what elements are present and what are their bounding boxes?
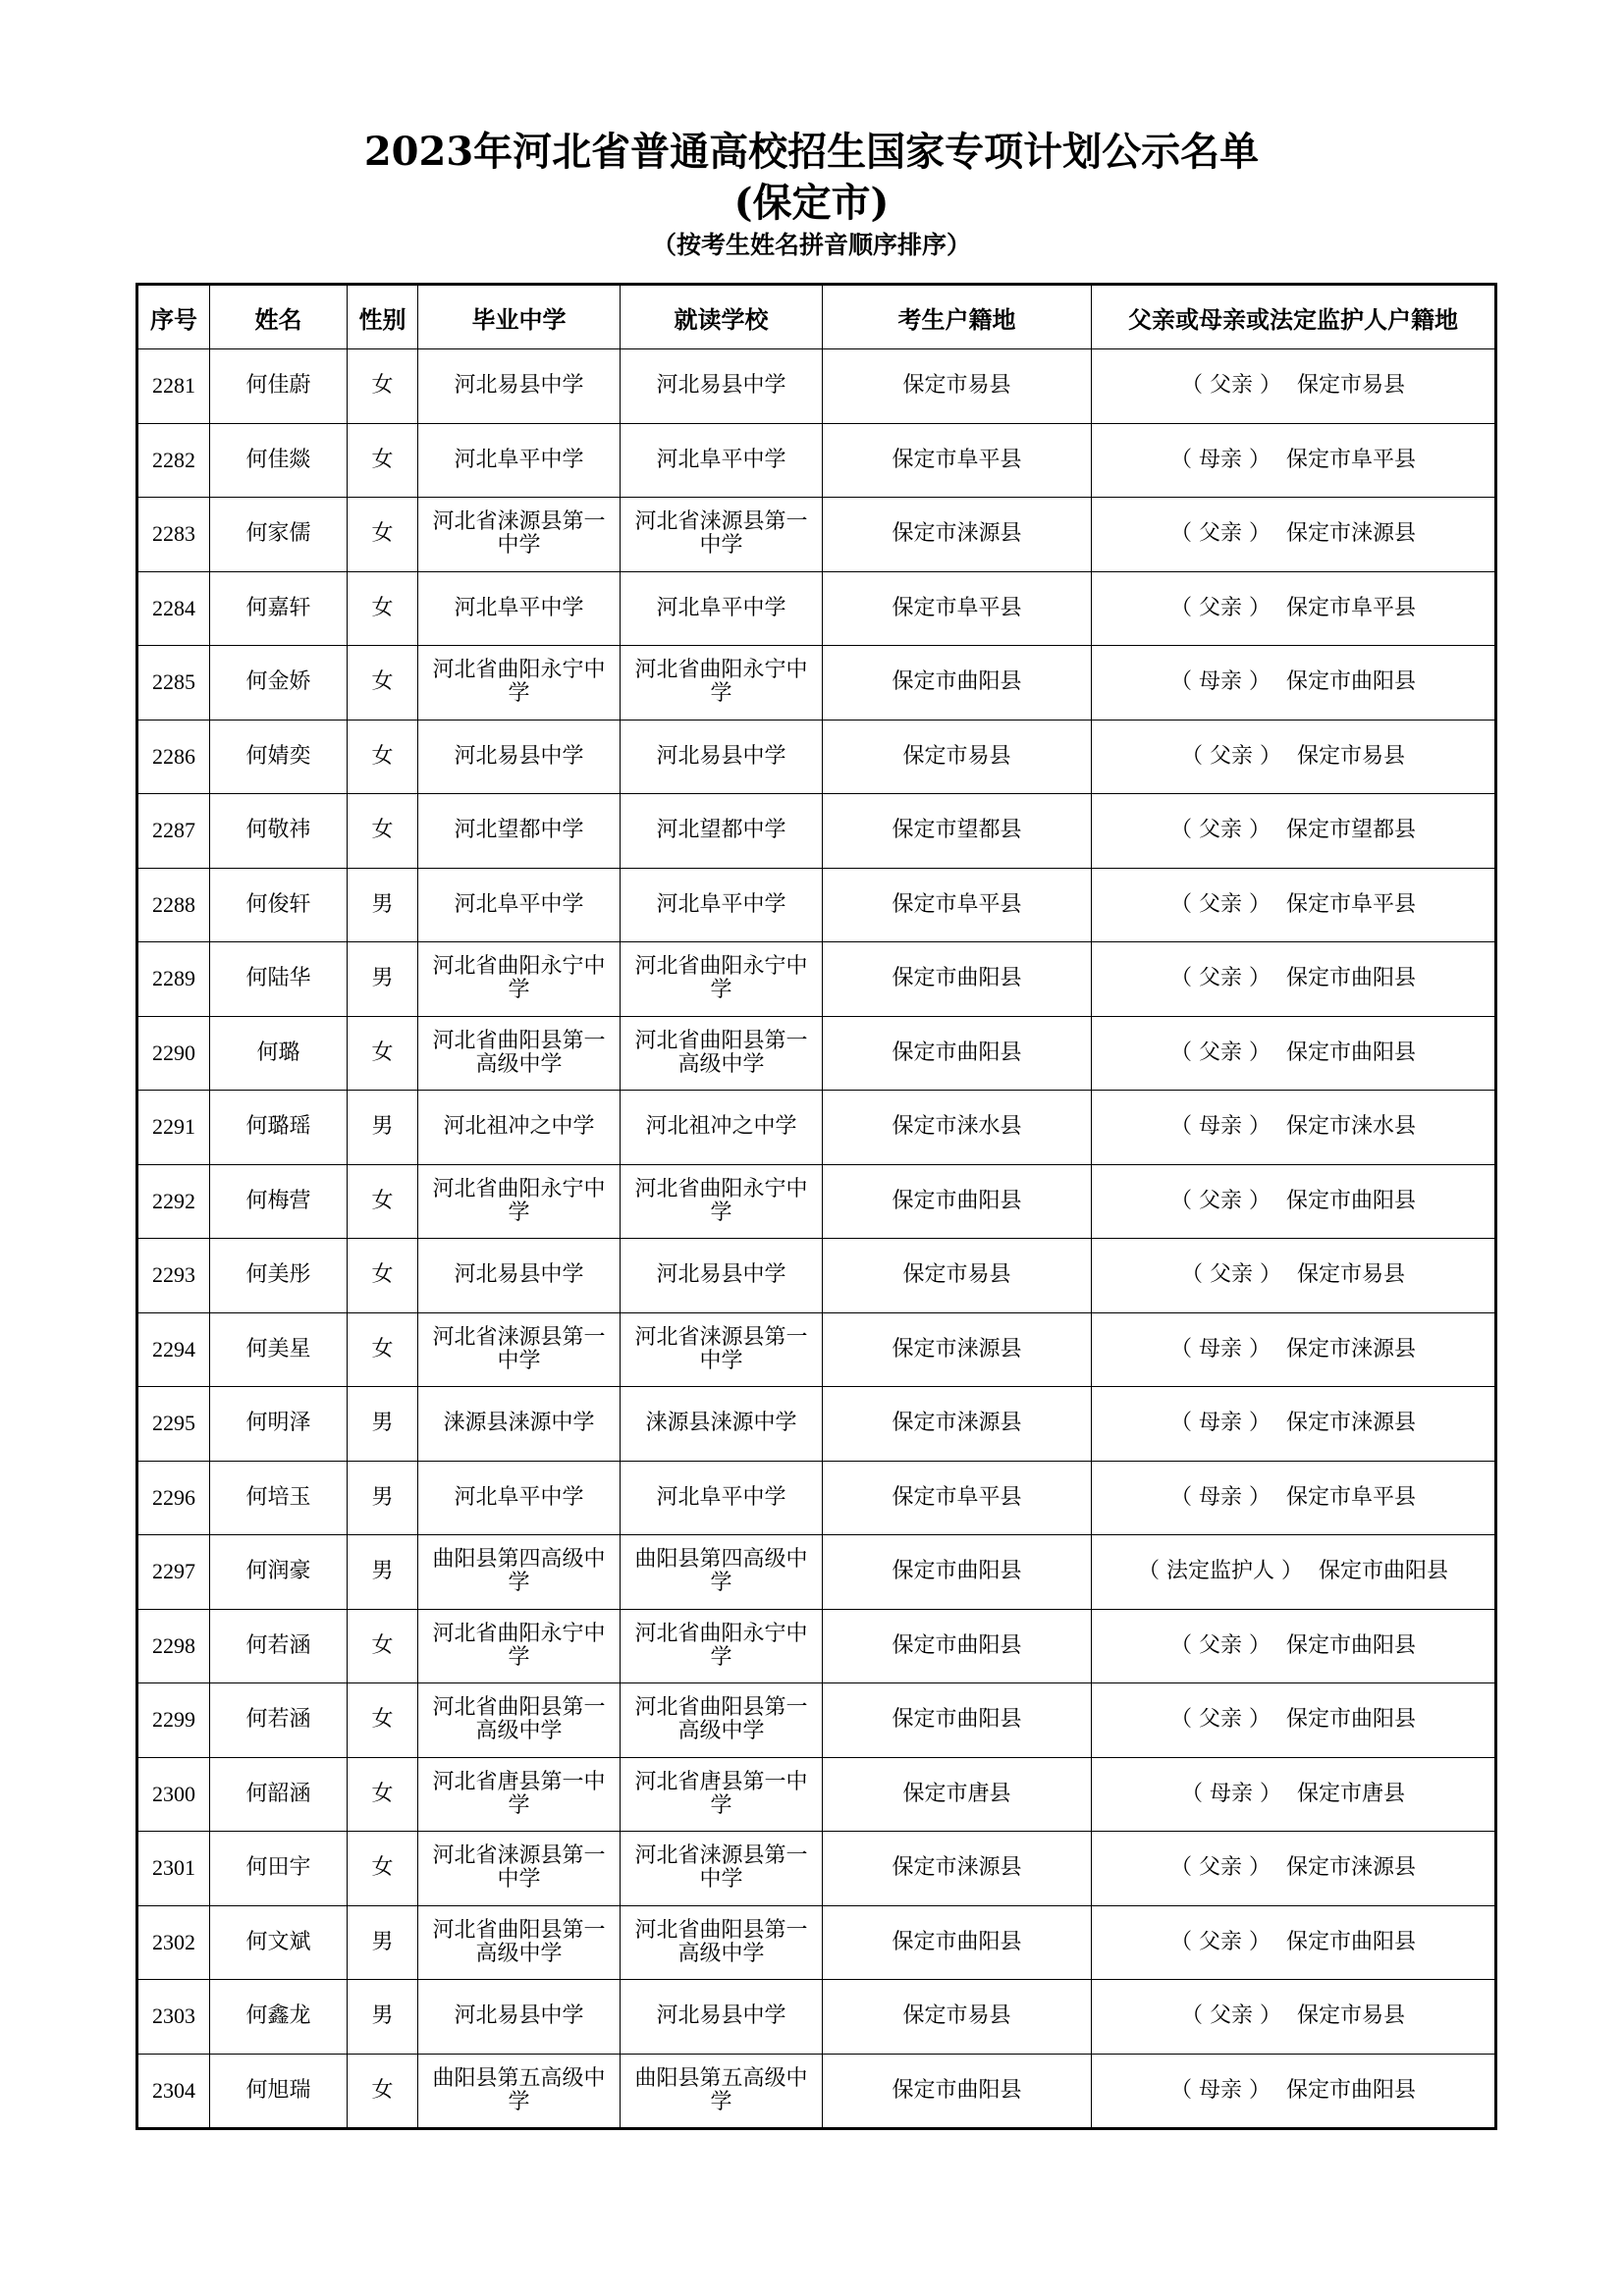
cell-seq: 2298 bbox=[137, 1609, 210, 1683]
table-body bbox=[137, 349, 1496, 2129]
cell-study-school: 河北省曲阳县第一高级中学 bbox=[621, 1683, 823, 1758]
guardian-relation: （ 母亲 ） bbox=[1169, 447, 1271, 472]
guardian-relation: （ 母亲 ） bbox=[1169, 669, 1271, 695]
cell-seq: 2281 bbox=[137, 349, 210, 424]
table-header-row bbox=[137, 285, 1496, 349]
cell-seq: 2286 bbox=[137, 720, 210, 794]
cell-study-school: 河北祖冲之中学 bbox=[621, 1091, 823, 1165]
cell-seq: 2287 bbox=[137, 794, 210, 869]
guardian-place: 保定市曲阳县 bbox=[1285, 1040, 1416, 1065]
cell-registry: 保定市易县 bbox=[823, 349, 1092, 424]
cell-seq: 2288 bbox=[137, 868, 210, 942]
cell-gender: 男 bbox=[348, 1461, 418, 1535]
cell-name: 何润豪 bbox=[210, 1535, 348, 1610]
guardian-relation: （ 母亲 ） bbox=[1169, 2077, 1271, 2103]
cell-name: 何田宇 bbox=[210, 1832, 348, 1906]
cell-seq: 2285 bbox=[137, 646, 210, 721]
guardian-relation: （ 父亲 ） bbox=[1169, 966, 1271, 991]
document-title: 2023年河北省普通高校招生国家专项计划公示名单 bbox=[363, 129, 1260, 175]
cell-name: 何佳蔚 bbox=[210, 349, 348, 424]
cell-study-school: 河北省曲阳县第一高级中学 bbox=[621, 1016, 823, 1091]
cell-registry: 保定市曲阳县 bbox=[823, 1535, 1092, 1610]
cell-guardian-registry bbox=[1092, 1387, 1496, 1462]
column-header-registry: 考生户籍地 bbox=[823, 285, 1092, 349]
cell-guardian-registry bbox=[1092, 1757, 1496, 1832]
cell-study-school: 涞源县涞源中学 bbox=[621, 1387, 823, 1462]
cell-registry: 保定市涞水县 bbox=[823, 1091, 1092, 1165]
cell-name: 何金娇 bbox=[210, 646, 348, 721]
guardian-relation: （ 父亲 ） bbox=[1169, 1929, 1271, 1954]
cell-registry: 保定市阜平县 bbox=[823, 423, 1092, 498]
cell-gender: 男 bbox=[348, 868, 418, 942]
cell-study-school: 河北省曲阳永宁中学 bbox=[621, 1609, 823, 1683]
guardian-relation: （ 父亲 ） bbox=[1169, 595, 1271, 620]
cell-graduation-school: 河北省唐县第一中学 bbox=[418, 1757, 621, 1832]
cell-gender: 女 bbox=[348, 423, 418, 498]
cell-guardian-registry bbox=[1092, 1091, 1496, 1165]
table-row bbox=[137, 498, 1496, 572]
cell-registry: 保定市涞源县 bbox=[823, 1387, 1092, 1462]
cell-registry: 保定市曲阳县 bbox=[823, 2054, 1092, 2129]
table-row bbox=[137, 1016, 1496, 1091]
cell-name: 何培玉 bbox=[210, 1461, 348, 1535]
cell-registry: 保定市涞源县 bbox=[823, 1312, 1092, 1387]
table-row bbox=[137, 942, 1496, 1017]
cell-gender: 女 bbox=[348, 571, 418, 646]
cell-name: 何家儒 bbox=[210, 498, 348, 572]
guardian-relation: （ 法定监护人 ） bbox=[1137, 1559, 1303, 1584]
cell-gender: 女 bbox=[348, 794, 418, 869]
cell-guardian-registry bbox=[1092, 720, 1496, 794]
cell-name: 何佳燚 bbox=[210, 423, 348, 498]
cell-study-school: 河北望都中学 bbox=[621, 794, 823, 869]
column-header-gender: 性别 bbox=[348, 285, 418, 349]
cell-graduation-school: 河北望都中学 bbox=[418, 794, 621, 869]
cell-graduation-school: 河北省曲阳县第一高级中学 bbox=[418, 1016, 621, 1091]
cell-name: 何梅营 bbox=[210, 1164, 348, 1239]
cell-seq: 2301 bbox=[137, 1832, 210, 1906]
guardian-place: 保定市阜平县 bbox=[1285, 447, 1416, 472]
cell-graduation-school: 河北省曲阳县第一高级中学 bbox=[418, 1905, 621, 1980]
column-header-graduation-school: 毕业中学 bbox=[418, 285, 621, 349]
guardian-relation: （ 父亲 ） bbox=[1180, 1262, 1281, 1288]
table-row bbox=[137, 1312, 1496, 1387]
column-header-seq: 序号 bbox=[137, 285, 210, 349]
guardian-relation: （ 母亲 ） bbox=[1169, 1114, 1271, 1140]
guardian-relation: （ 父亲 ） bbox=[1169, 521, 1271, 547]
table-row bbox=[137, 720, 1496, 794]
guardian-place: 保定市阜平县 bbox=[1285, 595, 1416, 620]
cell-graduation-school: 河北易县中学 bbox=[418, 1980, 621, 2055]
cell-study-school: 河北省曲阳永宁中学 bbox=[621, 1164, 823, 1239]
cell-guardian-registry bbox=[1092, 868, 1496, 942]
cell-study-school: 河北易县中学 bbox=[621, 1980, 823, 2055]
table-row bbox=[137, 2054, 1496, 2129]
guardian-place: 保定市涞源县 bbox=[1285, 1336, 1416, 1362]
cell-seq: 2284 bbox=[137, 571, 210, 646]
column-header-name: 姓名 bbox=[210, 285, 348, 349]
cell-name: 何璐瑶 bbox=[210, 1091, 348, 1165]
cell-seq: 2289 bbox=[137, 942, 210, 1017]
cell-registry: 保定市曲阳县 bbox=[823, 942, 1092, 1017]
guardian-place: 保定市涞源县 bbox=[1285, 1411, 1416, 1436]
cell-guardian-registry bbox=[1092, 571, 1496, 646]
table-row bbox=[137, 1461, 1496, 1535]
guardian-relation: （ 父亲 ） bbox=[1169, 1040, 1271, 1065]
guardian-place: 保定市唐县 bbox=[1296, 1781, 1405, 1806]
cell-guardian-registry bbox=[1092, 1535, 1496, 1610]
cell-gender: 男 bbox=[348, 1091, 418, 1165]
cell-guardian-registry bbox=[1092, 2054, 1496, 2129]
cell-guardian-registry bbox=[1092, 942, 1496, 1017]
cell-gender: 女 bbox=[348, 1609, 418, 1683]
cell-study-school: 河北省曲阳永宁中学 bbox=[621, 646, 823, 721]
cell-guardian-registry bbox=[1092, 1312, 1496, 1387]
guardian-relation: （ 母亲 ） bbox=[1169, 1484, 1271, 1510]
guardian-place: 保定市曲阳县 bbox=[1285, 1707, 1416, 1733]
cell-gender: 男 bbox=[348, 942, 418, 1017]
column-header-guardian-registry: 父亲或母亲或法定监护人户籍地 bbox=[1092, 285, 1496, 349]
table-row bbox=[137, 1387, 1496, 1462]
guardian-place: 保定市易县 bbox=[1296, 1262, 1405, 1288]
cell-seq: 2283 bbox=[137, 498, 210, 572]
cell-registry: 保定市易县 bbox=[823, 720, 1092, 794]
cell-guardian-registry bbox=[1092, 1164, 1496, 1239]
cell-graduation-school: 河北省曲阳县第一高级中学 bbox=[418, 1683, 621, 1758]
cell-seq: 2282 bbox=[137, 423, 210, 498]
cell-registry: 保定市易县 bbox=[823, 1980, 1092, 2055]
cell-gender: 女 bbox=[348, 1832, 418, 1906]
guardian-place: 保定市曲阳县 bbox=[1318, 1559, 1448, 1584]
cell-name: 何旭瑞 bbox=[210, 2054, 348, 2129]
cell-study-school: 曲阳县第五高级中学 bbox=[621, 2054, 823, 2129]
cell-graduation-school: 河北省曲阳永宁中学 bbox=[418, 1609, 621, 1683]
guardian-place: 保定市涞水县 bbox=[1285, 1114, 1416, 1140]
cell-gender: 女 bbox=[348, 1164, 418, 1239]
cell-seq: 2296 bbox=[137, 1461, 210, 1535]
cell-gender: 女 bbox=[348, 1683, 418, 1758]
cell-graduation-school: 河北阜平中学 bbox=[418, 423, 621, 498]
cell-graduation-school: 河北省涞源县第一中学 bbox=[418, 1832, 621, 1906]
guardian-relation: （ 父亲 ） bbox=[1169, 1632, 1271, 1658]
guardian-place: 保定市阜平县 bbox=[1285, 1484, 1416, 1510]
guardian-relation: （ 父亲 ） bbox=[1180, 373, 1281, 399]
cell-guardian-registry bbox=[1092, 423, 1496, 498]
cell-registry: 保定市阜平县 bbox=[823, 868, 1092, 942]
cell-gender: 女 bbox=[348, 349, 418, 424]
cell-seq: 2293 bbox=[137, 1239, 210, 1313]
cell-name: 何俊轩 bbox=[210, 868, 348, 942]
cell-graduation-school: 河北省涞源县第一中学 bbox=[418, 1312, 621, 1387]
guardian-place: 保定市易县 bbox=[1296, 743, 1405, 769]
cell-registry: 保定市唐县 bbox=[823, 1757, 1092, 1832]
cell-name: 何璐 bbox=[210, 1016, 348, 1091]
cell-graduation-school: 河北省涞源县第一中学 bbox=[418, 498, 621, 572]
cell-name: 何鑫龙 bbox=[210, 1980, 348, 2055]
guardian-relation: （ 父亲 ） bbox=[1169, 818, 1271, 843]
cell-guardian-registry bbox=[1092, 1683, 1496, 1758]
guardian-relation: （ 父亲 ） bbox=[1169, 1707, 1271, 1733]
guardian-place: 保定市阜平县 bbox=[1285, 891, 1416, 917]
cell-graduation-school: 河北省曲阳永宁中学 bbox=[418, 646, 621, 721]
cell-registry: 保定市曲阳县 bbox=[823, 1609, 1092, 1683]
cell-registry: 保定市易县 bbox=[823, 1239, 1092, 1313]
table-row bbox=[137, 1980, 1496, 2055]
cell-study-school: 河北省曲阳永宁中学 bbox=[621, 942, 823, 1017]
guardian-relation: （ 母亲 ） bbox=[1169, 1336, 1271, 1362]
guardian-relation: （ 父亲 ） bbox=[1180, 743, 1281, 769]
cell-seq: 2291 bbox=[137, 1091, 210, 1165]
cell-study-school: 河北省唐县第一中学 bbox=[621, 1757, 823, 1832]
table-row bbox=[137, 1683, 1496, 1758]
cell-study-school: 河北阜平中学 bbox=[621, 571, 823, 646]
cell-study-school: 曲阳县第四高级中学 bbox=[621, 1535, 823, 1610]
cell-name: 何美星 bbox=[210, 1312, 348, 1387]
cell-guardian-registry bbox=[1092, 1832, 1496, 1906]
guardian-place: 保定市曲阳县 bbox=[1285, 966, 1416, 991]
cell-registry: 保定市曲阳县 bbox=[823, 1905, 1092, 1980]
cell-seq: 2292 bbox=[137, 1164, 210, 1239]
cell-graduation-school: 河北阜平中学 bbox=[418, 868, 621, 942]
cell-study-school: 河北易县中学 bbox=[621, 349, 823, 424]
table-row bbox=[137, 423, 1496, 498]
cell-guardian-registry bbox=[1092, 349, 1496, 424]
cell-gender: 女 bbox=[348, 720, 418, 794]
cell-registry: 保定市阜平县 bbox=[823, 571, 1092, 646]
cell-guardian-registry bbox=[1092, 498, 1496, 572]
guardian-relation: （ 母亲 ） bbox=[1180, 1781, 1281, 1806]
cell-name: 何若涵 bbox=[210, 1609, 348, 1683]
guardian-place: 保定市曲阳县 bbox=[1285, 1188, 1416, 1213]
cell-study-school: 河北省涞源县第一中学 bbox=[621, 1832, 823, 1906]
cell-registry: 保定市望都县 bbox=[823, 794, 1092, 869]
table-row bbox=[137, 349, 1496, 424]
guardian-relation: （ 母亲 ） bbox=[1169, 1411, 1271, 1436]
cell-registry: 保定市曲阳县 bbox=[823, 1683, 1092, 1758]
table-row bbox=[137, 1091, 1496, 1165]
guardian-place: 保定市曲阳县 bbox=[1285, 1929, 1416, 1954]
cell-gender: 女 bbox=[348, 1757, 418, 1832]
cell-seq: 2304 bbox=[137, 2054, 210, 2129]
cell-graduation-school: 河北易县中学 bbox=[418, 1239, 621, 1313]
cell-name: 何文斌 bbox=[210, 1905, 348, 1980]
cell-gender: 女 bbox=[348, 646, 418, 721]
cell-name: 何韶涵 bbox=[210, 1757, 348, 1832]
cell-seq: 2290 bbox=[137, 1016, 210, 1091]
cell-graduation-school: 曲阳县第五高级中学 bbox=[418, 2054, 621, 2129]
guardian-relation: （ 父亲 ） bbox=[1169, 891, 1271, 917]
cell-gender: 女 bbox=[348, 498, 418, 572]
cell-name: 何嘉轩 bbox=[210, 571, 348, 646]
guardian-relation: （ 父亲 ） bbox=[1169, 1188, 1271, 1213]
cell-gender: 女 bbox=[348, 1016, 418, 1091]
cell-study-school: 河北易县中学 bbox=[621, 720, 823, 794]
cell-name: 何美彤 bbox=[210, 1239, 348, 1313]
cell-study-school: 河北省涞源县第一中学 bbox=[621, 1312, 823, 1387]
cell-graduation-school: 河北省曲阳永宁中学 bbox=[418, 1164, 621, 1239]
table-row bbox=[137, 1832, 1496, 1906]
guardian-place: 保定市涞源县 bbox=[1285, 521, 1416, 547]
table-row bbox=[137, 794, 1496, 869]
guardian-place: 保定市涞源县 bbox=[1285, 1855, 1416, 1881]
cell-graduation-school: 河北省曲阳永宁中学 bbox=[418, 942, 621, 1017]
cell-seq: 2297 bbox=[137, 1535, 210, 1610]
table-row bbox=[137, 1164, 1496, 1239]
cell-guardian-registry bbox=[1092, 1905, 1496, 1980]
cell-gender: 男 bbox=[348, 1980, 418, 2055]
cell-name: 何敬祎 bbox=[210, 794, 348, 869]
document-sort-note: （按考生姓名拼音顺序排序） bbox=[651, 231, 971, 259]
cell-study-school: 河北阜平中学 bbox=[621, 423, 823, 498]
cell-guardian-registry bbox=[1092, 794, 1496, 869]
cell-study-school: 河北省曲阳县第一高级中学 bbox=[621, 1905, 823, 1980]
guardian-place: 保定市曲阳县 bbox=[1285, 1632, 1416, 1658]
cell-graduation-school: 河北易县中学 bbox=[418, 720, 621, 794]
cell-registry: 保定市阜平县 bbox=[823, 1461, 1092, 1535]
cell-gender: 女 bbox=[348, 1239, 418, 1313]
cell-guardian-registry bbox=[1092, 1609, 1496, 1683]
cell-graduation-school: 河北易县中学 bbox=[418, 349, 621, 424]
table-row bbox=[137, 1535, 1496, 1610]
cell-gender: 男 bbox=[348, 1387, 418, 1462]
cell-gender: 男 bbox=[348, 1905, 418, 1980]
cell-guardian-registry bbox=[1092, 646, 1496, 721]
cell-guardian-registry bbox=[1092, 1461, 1496, 1535]
cell-guardian-registry bbox=[1092, 1016, 1496, 1091]
cell-gender: 女 bbox=[348, 2054, 418, 2129]
table-row bbox=[137, 1905, 1496, 1980]
cell-seq: 2299 bbox=[137, 1683, 210, 1758]
cell-registry: 保定市曲阳县 bbox=[823, 646, 1092, 721]
cell-seq: 2300 bbox=[137, 1757, 210, 1832]
cell-seq: 2294 bbox=[137, 1312, 210, 1387]
cell-seq: 2302 bbox=[137, 1905, 210, 1980]
guardian-place: 保定市易县 bbox=[1296, 2003, 1405, 2029]
cell-graduation-school: 涞源县涞源中学 bbox=[418, 1387, 621, 1462]
table-row bbox=[137, 868, 1496, 942]
cell-seq: 2303 bbox=[137, 1980, 210, 2055]
table-row bbox=[137, 1239, 1496, 1313]
table-row bbox=[137, 646, 1496, 721]
column-header-study-school: 就读学校 bbox=[621, 285, 823, 349]
cell-guardian-registry bbox=[1092, 1239, 1496, 1313]
cell-name: 何婧奕 bbox=[210, 720, 348, 794]
cell-graduation-school: 河北阜平中学 bbox=[418, 571, 621, 646]
cell-study-school: 河北阜平中学 bbox=[621, 868, 823, 942]
table-row bbox=[137, 1757, 1496, 1832]
cell-registry: 保定市曲阳县 bbox=[823, 1164, 1092, 1239]
roster-table bbox=[135, 283, 1497, 2130]
cell-gender: 男 bbox=[348, 1535, 418, 1610]
cell-registry: 保定市曲阳县 bbox=[823, 1016, 1092, 1091]
table-row bbox=[137, 571, 1496, 646]
cell-study-school: 河北阜平中学 bbox=[621, 1461, 823, 1535]
cell-graduation-school: 河北阜平中学 bbox=[418, 1461, 621, 1535]
cell-graduation-school: 河北祖冲之中学 bbox=[418, 1091, 621, 1165]
cell-name: 何明泽 bbox=[210, 1387, 348, 1462]
cell-name: 何若涵 bbox=[210, 1683, 348, 1758]
document-subtitle-city: (保定市) bbox=[733, 180, 890, 226]
cell-registry: 保定市涞源县 bbox=[823, 498, 1092, 572]
guardian-place: 保定市望都县 bbox=[1285, 818, 1416, 843]
cell-registry: 保定市涞源县 bbox=[823, 1832, 1092, 1906]
cell-study-school: 河北省涞源县第一中学 bbox=[621, 498, 823, 572]
cell-gender: 女 bbox=[348, 1312, 418, 1387]
table-row bbox=[137, 1609, 1496, 1683]
guardian-place: 保定市易县 bbox=[1296, 373, 1405, 399]
cell-study-school: 河北易县中学 bbox=[621, 1239, 823, 1313]
guardian-place: 保定市曲阳县 bbox=[1285, 2077, 1416, 2103]
cell-seq: 2295 bbox=[137, 1387, 210, 1462]
guardian-place: 保定市曲阳县 bbox=[1285, 669, 1416, 695]
cell-name: 何陆华 bbox=[210, 942, 348, 1017]
guardian-relation: （ 父亲 ） bbox=[1169, 1855, 1271, 1881]
cell-guardian-registry bbox=[1092, 1980, 1496, 2055]
guardian-relation: （ 父亲 ） bbox=[1180, 2003, 1281, 2029]
cell-graduation-school: 曲阳县第四高级中学 bbox=[418, 1535, 621, 1610]
